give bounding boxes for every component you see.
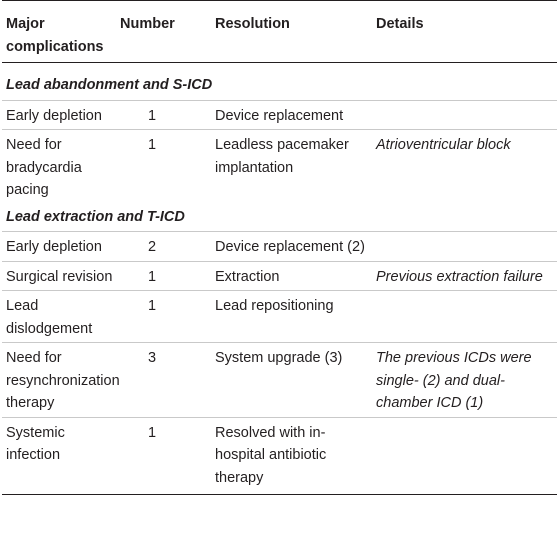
complication-cell: Systemic infection (2, 417, 116, 495)
details-cell: The previous ICDs were single- (2) and dual-chamber ICD (1) (372, 343, 557, 418)
number-cell: 3 (116, 343, 211, 418)
resolution-cell: Leadless pacemaker implantation (215, 137, 349, 176)
complications-table-container (2, 0, 557, 495)
number-cell: 1 (116, 291, 211, 343)
complication-cell: Need for resynchronization therapy (2, 343, 116, 418)
resolution-cell: Device replacement (2) (211, 232, 372, 262)
complication-cell: Surgical revision (2, 261, 116, 291)
resolution-cell: System upgrade (3) (211, 343, 372, 418)
header-resolution: Resolution (211, 1, 372, 63)
table-row (2, 417, 557, 495)
complications-table (2, 0, 557, 495)
resolution-cell: Lead repositioning (211, 291, 372, 343)
details-cell (372, 417, 557, 495)
details-cell (372, 291, 557, 343)
section-row (2, 63, 557, 101)
complication-cell: Lead dislodgement (2, 291, 116, 343)
header-details: Details (372, 1, 557, 63)
resolution-cell: Device replacement (211, 100, 372, 130)
section-title: Lead extraction and T-ICD (2, 204, 557, 232)
section-title: Lead abandonment and S-ICD (2, 63, 557, 101)
complication-cell: Early depletion (2, 100, 116, 130)
header-row (2, 1, 557, 63)
header-number: Number (116, 1, 211, 63)
details-cell: Atrioventricular block (376, 137, 511, 153)
details-cell (372, 100, 557, 130)
table-row (2, 100, 557, 130)
number-cell: 1 (148, 137, 157, 153)
table-row (2, 232, 557, 262)
resolution-cell: Resolved with in-hospital antibiotic therapy (211, 417, 372, 495)
number-cell: 2 (116, 232, 211, 262)
header-complications: Major complications (2, 1, 116, 63)
details-cell (372, 232, 557, 262)
resolution-cell: Extraction (211, 261, 372, 291)
complication-cell: Early depletion (2, 232, 116, 262)
number-cell: 1 (116, 417, 211, 495)
table-row (2, 130, 557, 204)
complication-cell: Need for bradycardia pacing (6, 137, 82, 198)
number-cell: 1 (116, 261, 211, 291)
table-row (2, 261, 557, 291)
table-row (2, 291, 557, 343)
details-cell: Previous extraction failure (372, 261, 557, 291)
number-cell: 1 (116, 100, 211, 130)
section-row (2, 204, 557, 232)
table-row (2, 343, 557, 418)
